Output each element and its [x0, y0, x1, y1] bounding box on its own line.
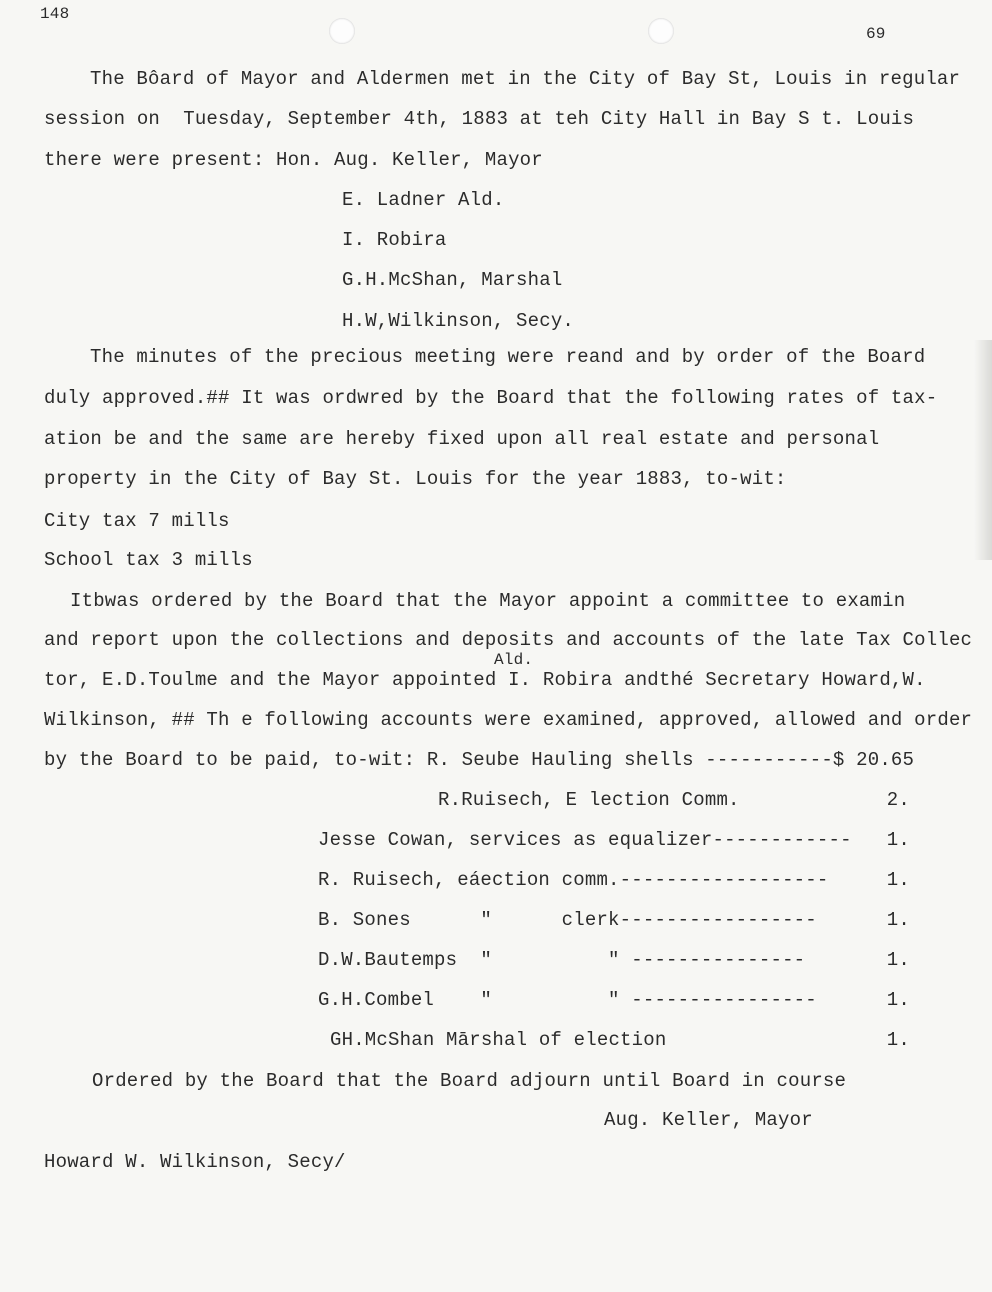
paragraph-line: there were present: Hon. Aug. Keller, Mayor — [44, 149, 543, 171]
account-line: G.H.Combel " " ---------------- — [318, 989, 817, 1011]
account-amount: 1. — [886, 949, 910, 971]
paragraph-line: by the Board to be paid, to-wit: R. Seube Hauling shells -----------$ 20.65 — [44, 749, 915, 771]
account-line: D.W.Bautemps " " --------------- — [318, 949, 806, 971]
secretary-signature: Howard W. Wilkinson, Secy/ — [44, 1151, 346, 1173]
paragraph-line: tor, E.D.Toulme and the Mayor appointed I. Robira andthé Secretary Howard,W. — [44, 669, 926, 691]
punch-hole — [648, 18, 674, 44]
account-amount: 1. — [886, 909, 910, 931]
attendee-line: I. Robira — [342, 229, 447, 251]
attendee-line: E. Ladner Ald. — [342, 189, 505, 211]
page-number-right: 69 — [866, 25, 886, 43]
adjourn-line: Ordered by the Board that the Board adjourn until Board in course — [92, 1070, 847, 1092]
tax-line: School tax 3 mills — [44, 549, 253, 571]
paragraph-line: session on Tuesday, September 4th, 1883 at teh City Hall in Bay S t. Louis — [44, 108, 915, 130]
paragraph-line: duly approved.## It was ordwred by the Board that the following rates of tax- — [44, 387, 938, 409]
attendee-line: G.H.McShan, Marshal — [342, 269, 563, 291]
paragraph-line: The Bôard of Mayor and Aldermen met in the City of Bay St, Louis in regular — [90, 68, 961, 90]
paragraph-line: property in the City of Bay St. Louis for the year 1883, to-wit: — [44, 468, 787, 490]
mayor-signature: Aug. Keller, Mayor — [604, 1109, 813, 1131]
punch-hole — [329, 18, 355, 44]
account-line: GH.McShan Mārshal of election — [330, 1029, 667, 1051]
page-number-left: 148 — [40, 5, 70, 23]
account-line: R.Ruisech, E lection Comm. — [438, 789, 740, 811]
paragraph-line: Itbwas ordered by the Board that the Mayor appoint a committee to examin — [70, 590, 906, 612]
account-amount: 1. — [886, 829, 910, 851]
paragraph-line: ation be and the same are hereby fixed upon all real estate and personal — [44, 428, 880, 450]
attendee-line: H.W,Wilkinson, Secy. — [342, 310, 575, 332]
account-line: B. Sones " clerk----------------- — [318, 909, 817, 931]
page-edge-shadow — [974, 340, 992, 560]
account-amount: 1. — [886, 1029, 910, 1051]
account-amount: 1. — [886, 869, 910, 891]
paragraph-line: The minutes of the precious meeting were reand and by order of the Board — [90, 346, 926, 368]
interlinear-insert: Ald. — [494, 651, 534, 669]
paragraph-line: and report upon the collections and deposits and accounts of the late Tax Collec — [44, 629, 973, 651]
account-line: R. Ruisech, eáection comm.------------------ — [318, 869, 829, 891]
account-line: Jesse Cowan, services as equalizer------------ — [318, 829, 852, 851]
account-amount: 2. — [886, 789, 910, 811]
paragraph-line: Wilkinson, ## Th e following accounts were examined, approved, allowed and order — [44, 709, 973, 731]
tax-line: City tax 7 mills — [44, 510, 230, 532]
account-amount: 1. — [886, 989, 910, 1011]
